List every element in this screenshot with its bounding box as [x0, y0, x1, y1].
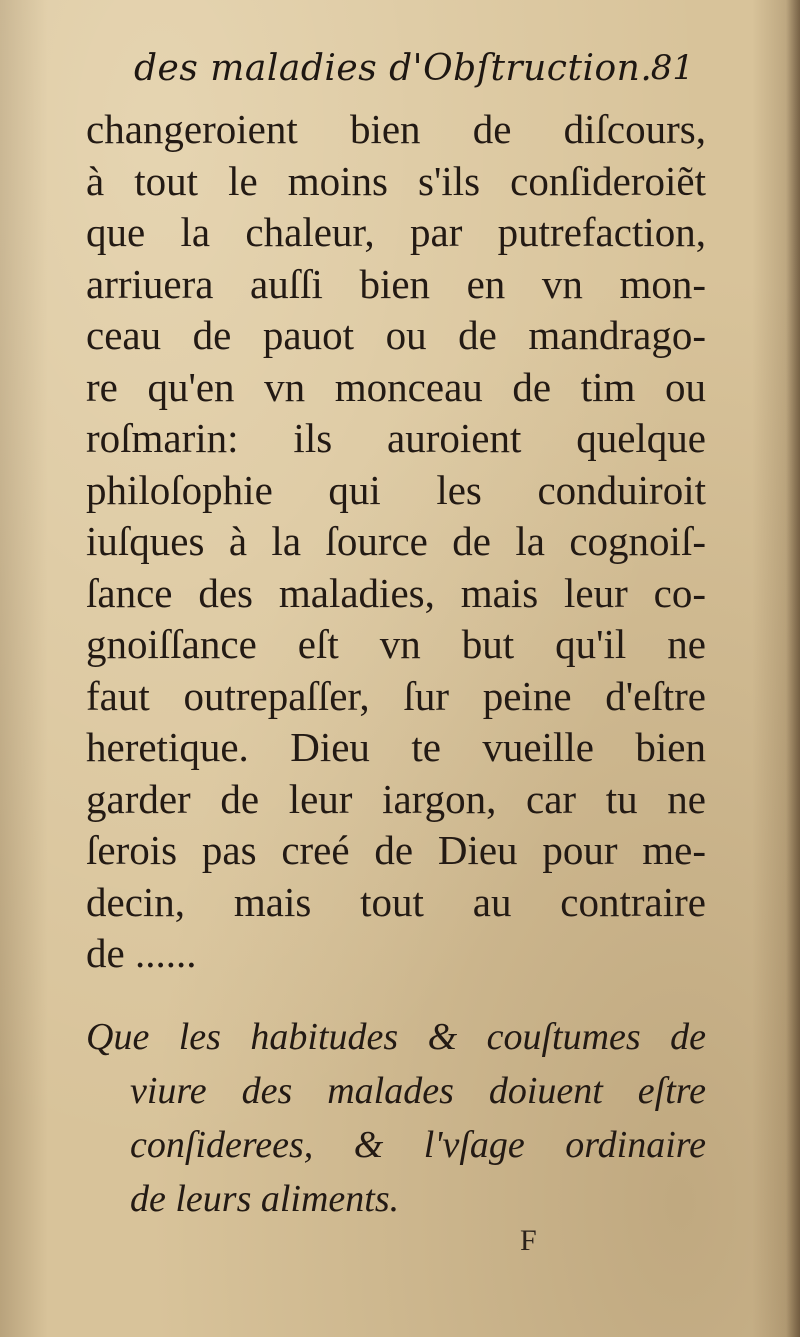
body-text — [86, 104, 706, 980]
text-line: que la chaleur, par putrefaction, — [86, 209, 706, 255]
section-heading — [86, 1010, 706, 1226]
text-line: ſance des maladies, mais leur co- — [86, 569, 706, 616]
signature-mark: F — [520, 1224, 537, 1257]
text-line: gnoiſſance eſt vn but qu'il ne — [86, 621, 706, 667]
text-line: philoſophie qui les conduiroit — [86, 466, 706, 513]
text-line: arriuera auſſi bien en vn mon- — [86, 260, 706, 307]
text-line: iuſques à la ſource de la cognoiſ- — [86, 518, 706, 564]
text-line: decin, mais tout au contraire — [86, 878, 706, 925]
page-header — [90, 48, 694, 102]
text-line: de ...... — [86, 930, 197, 976]
page-edge-shadow — [786, 0, 800, 1337]
running-head: des maladies d'Obſtruction. — [134, 48, 653, 89]
text-line: ſerois pas creé de Dieu pour me- — [86, 827, 706, 873]
text-line: garder de leur iargon, car tu ne — [86, 775, 706, 822]
text-line: roſmarin: ils auroient quelque — [86, 415, 706, 461]
text-line: faut outrepaſſer, ſur peine d'eſtre — [86, 672, 706, 719]
text-line: ceau de pauot ou de mandrago- — [86, 312, 706, 358]
section-heading-line: conſiderees, & l'vſage ordinaire — [130, 1124, 706, 1166]
section-heading-line: viure des malades doiuent eſtre — [130, 1070, 706, 1112]
section-heading-line: Que les habitudes & couſtumes de — [86, 1016, 706, 1058]
text-line: heretique. Dieu te vueille bien — [86, 724, 706, 770]
section-heading-line: de leurs aliments. — [130, 1178, 400, 1220]
text-line: changeroient bien de diſcours, — [86, 106, 706, 152]
text-line: re qu'en vn monceau de tim ou — [86, 363, 706, 410]
text-line: à tout le moins s'ils conſideroiẽt — [86, 157, 706, 204]
page-number: 81 — [650, 48, 694, 88]
